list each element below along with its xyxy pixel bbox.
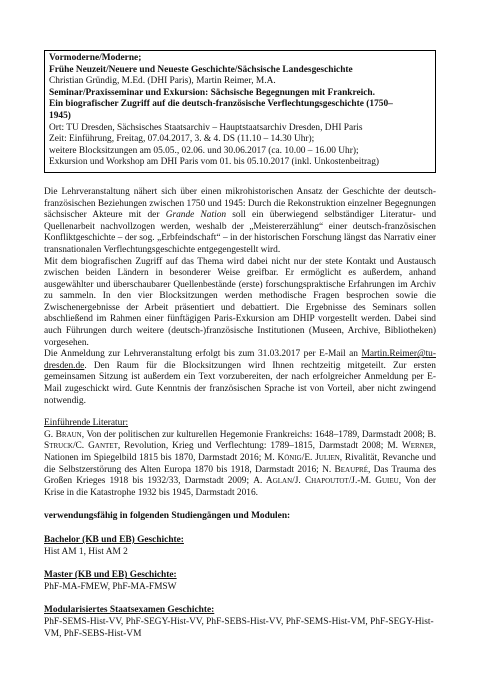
registration-paragraph — [44, 349, 436, 407]
program-modules: Hist AM 1, Hist AM 2 — [44, 546, 128, 557]
lit-entry: , Revolution, Krieg und Verflechtung: 1789–1815, Darmstadt 2008; — [117, 441, 388, 452]
course-subtitle: Ein biografischer Zugriff auf die deutsch-französische Verflechtungsgeschichte (1750– — [49, 99, 393, 110]
program-title: Bachelor (KB und EB) Geschichte: — [44, 534, 184, 545]
course-info-box — [44, 50, 436, 173]
program-title: Master (KB und EB) Geschichte: — [44, 570, 177, 581]
para3-text-b: . Den Raum für die Blocksitzungen wird Ihnen rechtzeitig mitgeteilt. Zur ersten gemeinsamen Sitzung ist außerdem ein Text vorzubereiten, der nach erfolgreicher Anmeldung per E-Mail zugeschickt wird. Gute Kenntnis der französischen Sprache ist von Vorteil, aber nicht zwingend notwendig. — [44, 360, 436, 406]
lit-author: M. König/E. Julien — [264, 453, 340, 463]
lit-author: G. Braun — [44, 429, 82, 440]
literature-heading: Einführende Literatur: — [44, 418, 129, 429]
para1-emphasis: Grande Nation — [165, 210, 227, 221]
field-line: Frühe Neuzeit/Neuere und Neueste Geschichte/Sächsische Landesgeschichte — [49, 64, 353, 75]
lit-entry: , Von der politischen zur kulturellen Hegemonie Frankreichs: 1648–1789, Darmstadt 2008; — [81, 429, 428, 440]
lit-entry: , Das Trauma des Großen Krieges 1918 bis 1932/33, Darmstadt 2009; — [44, 464, 436, 487]
lit-entry: , Rivalität, Revanche und die Selbstzerstörung des Alten Europa 1870 bis 1918, Darmstadt 2016; — [44, 453, 436, 475]
lit-author: A. Aglan/J. Chapoutot/J.-M. Guieu — [253, 476, 399, 487]
excursion-line: Exkursion und Workshop am DHI Paris vom 01. bis 05.10.2017 (inkl. Unkostenbeitrag) — [49, 157, 380, 168]
program-modules: PhF-MA-FMEW, PhF-MA-FMSW — [44, 581, 177, 592]
location-line: Ort: TU Dresden, Sächsisches Staatsarchiv – Hauptstaatsarchiv Dresden, DHI Paris — [49, 122, 363, 133]
modules-heading: verwendungsfähig in folgenden Studiengängen und Modulen: — [44, 511, 291, 522]
lit-author: B. Struck/C. Gantet — [44, 429, 436, 452]
para1-text-a: Die Lehrveranstaltung nähert sich über einen mikrohistorischen Ansatz der Geschichte der deutsch-französischen Beziehungen zwischen 1750 und 1945: Durch die Rekonstruktion einzelner Begegnungen sächsischer Akteure mit der — [44, 186, 436, 221]
description-paragraph — [44, 187, 436, 257]
program-title: Modularisiertes Staatsexamen Geschichte: — [44, 605, 215, 616]
epoch-line: Vormoderne/Moderne; — [49, 53, 142, 63]
para1-text-b: soll ein überwiegend selbständiger Literatur- und Quellenarbeit nachvollzogen werden, weshalb der „Meistererzählung“ einer deutsch-französischen Konfliktgeschichte – der sog. „Erbfeindschaft“ – in der historischen Forschung längst das Narrativ einer transnationalen Verflechtungsgeschichte entgegengestellt wird. — [44, 210, 437, 255]
program-modules: PhF-SEMS-Hist-VV, PhF-SEGY-Hist-VV, PhF-SEBS-Hist-VV, PhF-SEMS-Hist-VM, PhF-SEGY-Hist-VM, PhF-SEBS-Hist-VM — [44, 616, 434, 639]
course-type-title: Seminar/Praxisseminar und Exkursion: Sächsische Begegnungen mit Frankreich. — [49, 87, 375, 98]
sessions-line: weitere Blocksitzungen am 05.05., 02.06. und 30.06.2017 (ca. 10.00 – 16.00 Uhr); — [49, 145, 359, 156]
lit-entry: , Von der Krise in die Katastrophe 1932 bis 1945, Darmstadt 2016. — [44, 476, 436, 498]
lit-author: M. Werner — [387, 441, 434, 452]
lit-entry: , Nationen im Spiegelbild 1815 bis 1870, Darmstadt 2016; — [44, 441, 436, 463]
literature-list — [44, 430, 436, 500]
method-paragraph: Mit dem biografischen Zugriff auf das Thema wird dabei nicht nur der stete Kontakt und Austausch zwischen beiden Ländern in besonderer Weise greifbar. Er ermöglicht es außerdem, anhand ausgewählter und überschaubarer Quellenbestände (erste) forschungspraktische Erfahrungen im Archiv zu sammeln. In den vier Blocksitzungen werden methodische Fragen besprochen sowie die Zwischenergebnisse der Arbeit präsentiert und debattiert. Die Ergebnisse des Seminars sollen abschließend im Rahmen einer fünftägigen Paris-Exkursion am DHIP vorgestellt werden. Dabei sind auch Führungen durch weitere (deutsch-)französische Institutionen (Museen, Archive, Bibliotheken) vorgesehen. — [44, 256, 436, 348]
time-line: Zeit: Einführung, Freitag, 07.04.2017, 3. & 4. DS (11.10 – 14.30 Uhr); — [49, 134, 315, 145]
para3-text-a: Die Anmeldung zur Lehrveranstaltung erfolgt bis zum 31.03.2017 per E-Mail an — [44, 349, 362, 360]
course-subtitle-cont: 1945) — [49, 110, 71, 121]
lecturers-line: Christian Gründig, M.Ed. (DHI Paris), Martin Reimer, M.A. — [49, 76, 276, 87]
lit-author: N. Beaupré — [322, 464, 368, 475]
email-link[interactable]: Martin.Reimer@tu-dresden.de — [44, 349, 436, 371]
document-page — [44, 50, 436, 640]
